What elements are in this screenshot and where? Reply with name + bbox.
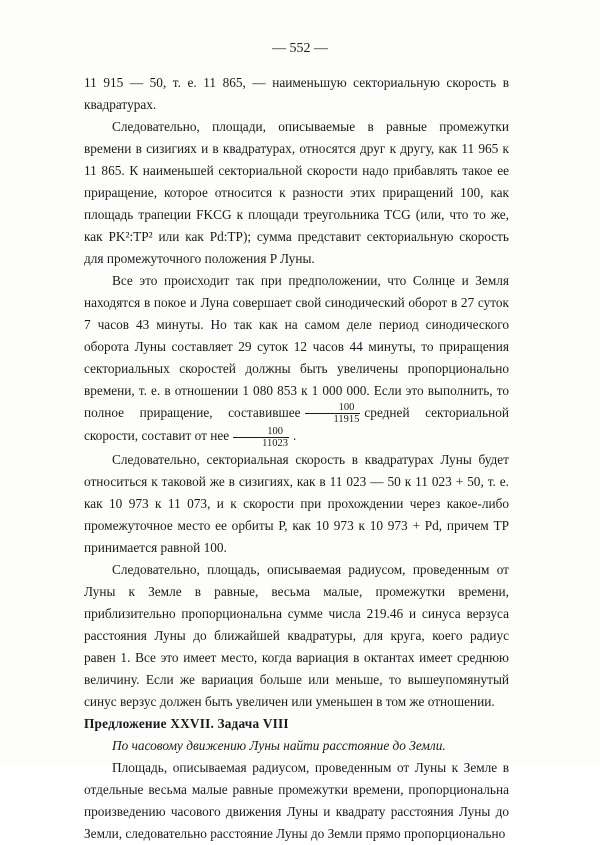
fraction-100-11023 bbox=[233, 426, 289, 449]
paragraph-5: Следовательно, площадь, описываемая радиусом, проведенным от Луны к Земле в равные, весьма малые, промежутки времени, приблизительно пропорциональна сумме числа 219.46 и синуса верзуса расстояния Луны до ближайшей квадратуры, для круга, коего радиус равен 1. Все это имеет место, когда вариация в октантах имеет среднюю величину. Если же вариация больше или меньше, то вышеупомянутый синус верзус должен быть увеличен или уменьшен в том же отношении. bbox=[84, 561, 509, 709]
section-heading: Предложение XXVII. Задача VIII bbox=[84, 715, 289, 731]
paragraph-6: Площадь, описываемая радиусом, проведенным от Луны к Земле в отдельные весьма малые равные промежутки времени, пропорциональна произведению часового движения Луны и квадрату расстояния Луны до Земли, следовательно расстояние Луны до Земли прямо пропорционально bbox=[84, 759, 509, 841]
fraction-100-11915 bbox=[305, 402, 361, 425]
fraction-denominator: 11023 bbox=[262, 437, 289, 449]
paragraph-1: 11 915 — 50, т. е. 11 865, — наименьшую секториальную скорость в квадратурах. bbox=[84, 75, 509, 112]
paragraph-3-text: Все это происходит так при предположении, что Солнце и Земля находятся в покое и Луна совершает свой синодический оборот в 27 суток 7 часов 43 минуты. Но так как на самом деле период синодического оборота Луны составляет 29 суток 12 часов 44 минуты, то приращения секториальных скоростей должны быть увеличены пропорционально времени, т. е. в отношении 1 080 853 к 1 000 000. Если это выполнить, то полное приращение, составившее bbox=[84, 273, 509, 420]
paragraph-4: Следовательно, секториальная скорость в квадратурах Луны будет относиться к таковой же в сизигиях, как в 11 023 — 50 к 11 023 + 50, т. е. как 10 973 к 11 073, и к скорости при прохождении через какое-либо промежуточное место ее орбиты P, как 10 973 к 10 973 + Pd, причем TP принимается равной 100. bbox=[84, 451, 509, 555]
fraction-numerator: 100 bbox=[233, 426, 289, 438]
paragraph-2: Следовательно, площади, описываемые в равные промежутки времени в сизигиях и в квадратурах, относятся друг к другу, как 11 965 к 11 865. К наименьшей секториальной скорости надо прибавлять такое ее приращение, которое относится к разности этих приращений 100, как площадь трапеции FKCG к площади треугольника TCG (или, что то же, как PK²:TP² или как Pd:TP); сумма представит секториальную скорость для промежуточного положения P Луны. bbox=[84, 119, 509, 266]
paragraph-3 bbox=[84, 270, 509, 449]
page-body bbox=[84, 72, 509, 845]
fraction-numerator: 100 bbox=[305, 402, 361, 414]
paragraph-3-text-mid: средней секториальной скорости, составит от нее bbox=[84, 405, 509, 444]
section-subheading: По часовому движению Луны найти расстояние до Земли. bbox=[112, 737, 446, 753]
fraction-denominator: 11915 bbox=[333, 414, 360, 426]
paragraph-3-end: . bbox=[293, 428, 297, 444]
page-number: — 552 — bbox=[272, 41, 328, 56]
